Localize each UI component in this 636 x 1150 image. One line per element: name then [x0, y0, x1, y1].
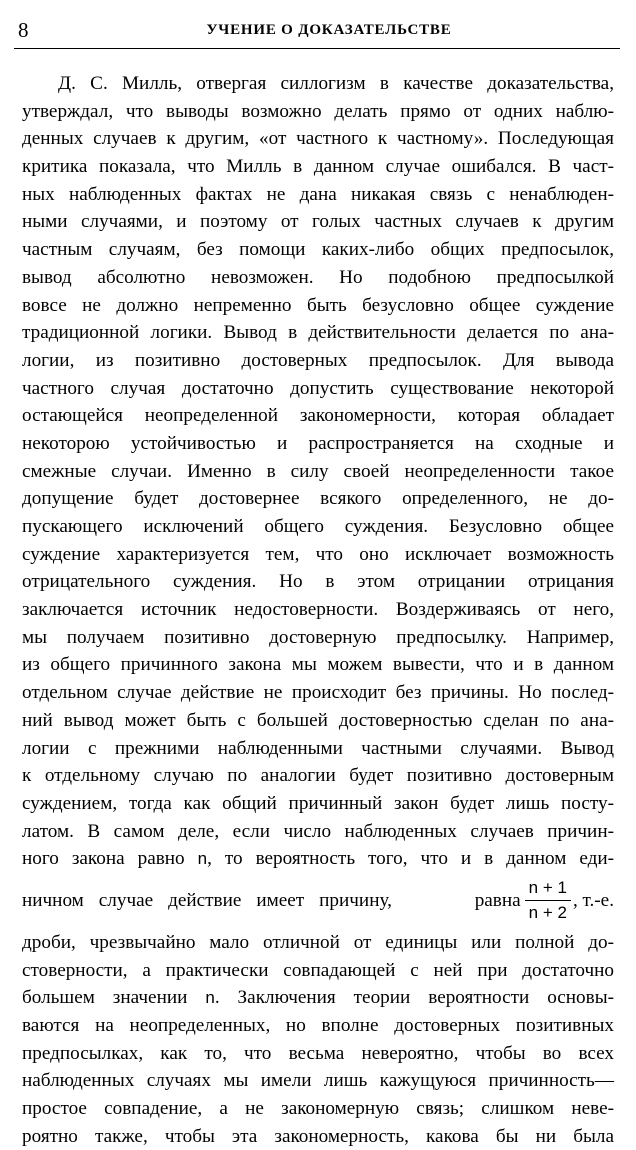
- text-line: критика показала, что Милль в данном случае ошибался. В част-: [22, 156, 614, 178]
- fraction: [525, 877, 571, 924]
- word: ничном: [22, 889, 84, 911]
- text-segment: . Заключения теории вероятности основы-: [214, 987, 614, 1009]
- text-line: наблюденных случаях мы имели лишь кажущуюся причинность—: [22, 1070, 614, 1092]
- text-line: пускающего исключений общего суждения. Безусловно общее: [22, 516, 614, 537]
- text-segment: большем значении: [22, 987, 206, 1009]
- text-line-with-variable: [22, 984, 614, 1012]
- formula-pre-text: равна: [474, 889, 521, 911]
- text-line: утверждал, что выводы возможно делать прямо от одних наблю-: [22, 100, 614, 122]
- page-header: [14, 10, 620, 49]
- text-segment: ного закона равно: [22, 848, 198, 870]
- text-line: отрицательного суждения. Но в этом отрицании отрицания: [22, 571, 614, 593]
- text-line: допущение будет достовернее всякого определенного, не до-: [22, 488, 614, 510]
- formula-line-words: [22, 873, 392, 929]
- text-line: заключается источник недостоверности. Воздерживаясь от него,: [22, 599, 614, 621]
- text-line: вывод абсолютно невозможен. Но подобною предпосылкой: [22, 266, 614, 288]
- word: действие: [168, 889, 242, 911]
- text-line: ными случаями, и поэтому от голых частных случаев к другим: [22, 211, 614, 233]
- text-line: простое совпадение, а не закономерную связь; слишком неве-: [22, 1098, 614, 1120]
- fraction-numerator: n + 1: [525, 877, 571, 901]
- text-line: логии с прежними наблюденными частными случаями. Вывод: [22, 737, 614, 759]
- formula-line: [22, 873, 614, 929]
- text-line: смежные случаи. Именно в силу своей неопределенности такое: [22, 460, 614, 482]
- variable-n: n: [197, 849, 208, 869]
- text-line: стоверности, а практически совпадающей с ней при достаточно: [22, 959, 614, 981]
- text-line: частным случаям, без помощи каких-либо общих предпосылок,: [22, 239, 614, 261]
- text-line: мы получаем позитивно достоверную предпосылку. Например,: [22, 626, 614, 648]
- text-line: из общего причинного закона мы можем вывести, что и в данном: [22, 654, 614, 676]
- formula-tail: [475, 873, 614, 929]
- word: причину,: [319, 889, 392, 911]
- text-line: суждение характеризуется тем, что оно исключает возможность: [22, 543, 614, 565]
- word: случае: [98, 889, 154, 911]
- text-line: некоторою устойчивостью и распространяется на сходные и: [22, 432, 614, 454]
- formula-post-text: , т.-е.: [572, 889, 614, 911]
- text-line: отдельном случае действие не происходит без причины. Но послед-: [22, 682, 614, 704]
- page-number: 8: [18, 18, 29, 42]
- text-line: ний вывод может быть с большей достоверностью сделан по ана-: [22, 709, 614, 731]
- text-line: к отдельному случаю по аналогии будет позитивно достоверным: [22, 765, 614, 787]
- text-line: предпосылках, как то, что весьма невероятно, чтобы во всех: [22, 1042, 614, 1064]
- body-text: [22, 70, 614, 1150]
- text-line: ваются на неопределенных, но вполне достоверных позитивных: [22, 1015, 614, 1036]
- text-line: дроби, чрезвычайно мало отличной от единицы или полной до-: [22, 931, 614, 953]
- text-line: логии, из позитивно достоверных предпосылок. Для вывода: [22, 349, 614, 371]
- text-segment: , то вероятность того, что и в данном еди-: [207, 848, 615, 870]
- text-line: ных наблюденных фактах не дана никакая связь с ненаблюден-: [22, 183, 614, 205]
- text-line: денных случаев к другим, «от частного к частному». Последующая: [22, 128, 614, 150]
- variable-n: n: [205, 988, 215, 1008]
- text-line: частного случая достаточно допустить существование некоторой: [22, 377, 614, 399]
- text-line: Д. С. Милль, отвергая силлогизм в качестве доказательства,: [58, 73, 614, 94]
- text-line: латом. В самом деле, если число наблюденных случаев причин-: [22, 820, 614, 842]
- word: имеет: [256, 889, 305, 911]
- text-line-with-variable: [22, 845, 614, 873]
- running-title: УЧЕНИЕ О ДОКАЗАТЕЛЬСТВЕ: [206, 22, 452, 38]
- text-line: традиционной логики. Вывод в действительности делается по ана-: [22, 322, 614, 344]
- text-line: остающейся неопределенной закономерности, которая обладает: [22, 405, 614, 427]
- fraction-denominator: n + 2: [528, 903, 567, 923]
- text-line: суждением, тогда как общий причинный закон будет лишь посту-: [22, 792, 614, 814]
- text-line: роятно также, чтобы эта закономерность, какова бы ни была: [22, 1125, 614, 1147]
- text-line: вовсе не должно непременно быть безусловно общее суждение: [22, 294, 614, 316]
